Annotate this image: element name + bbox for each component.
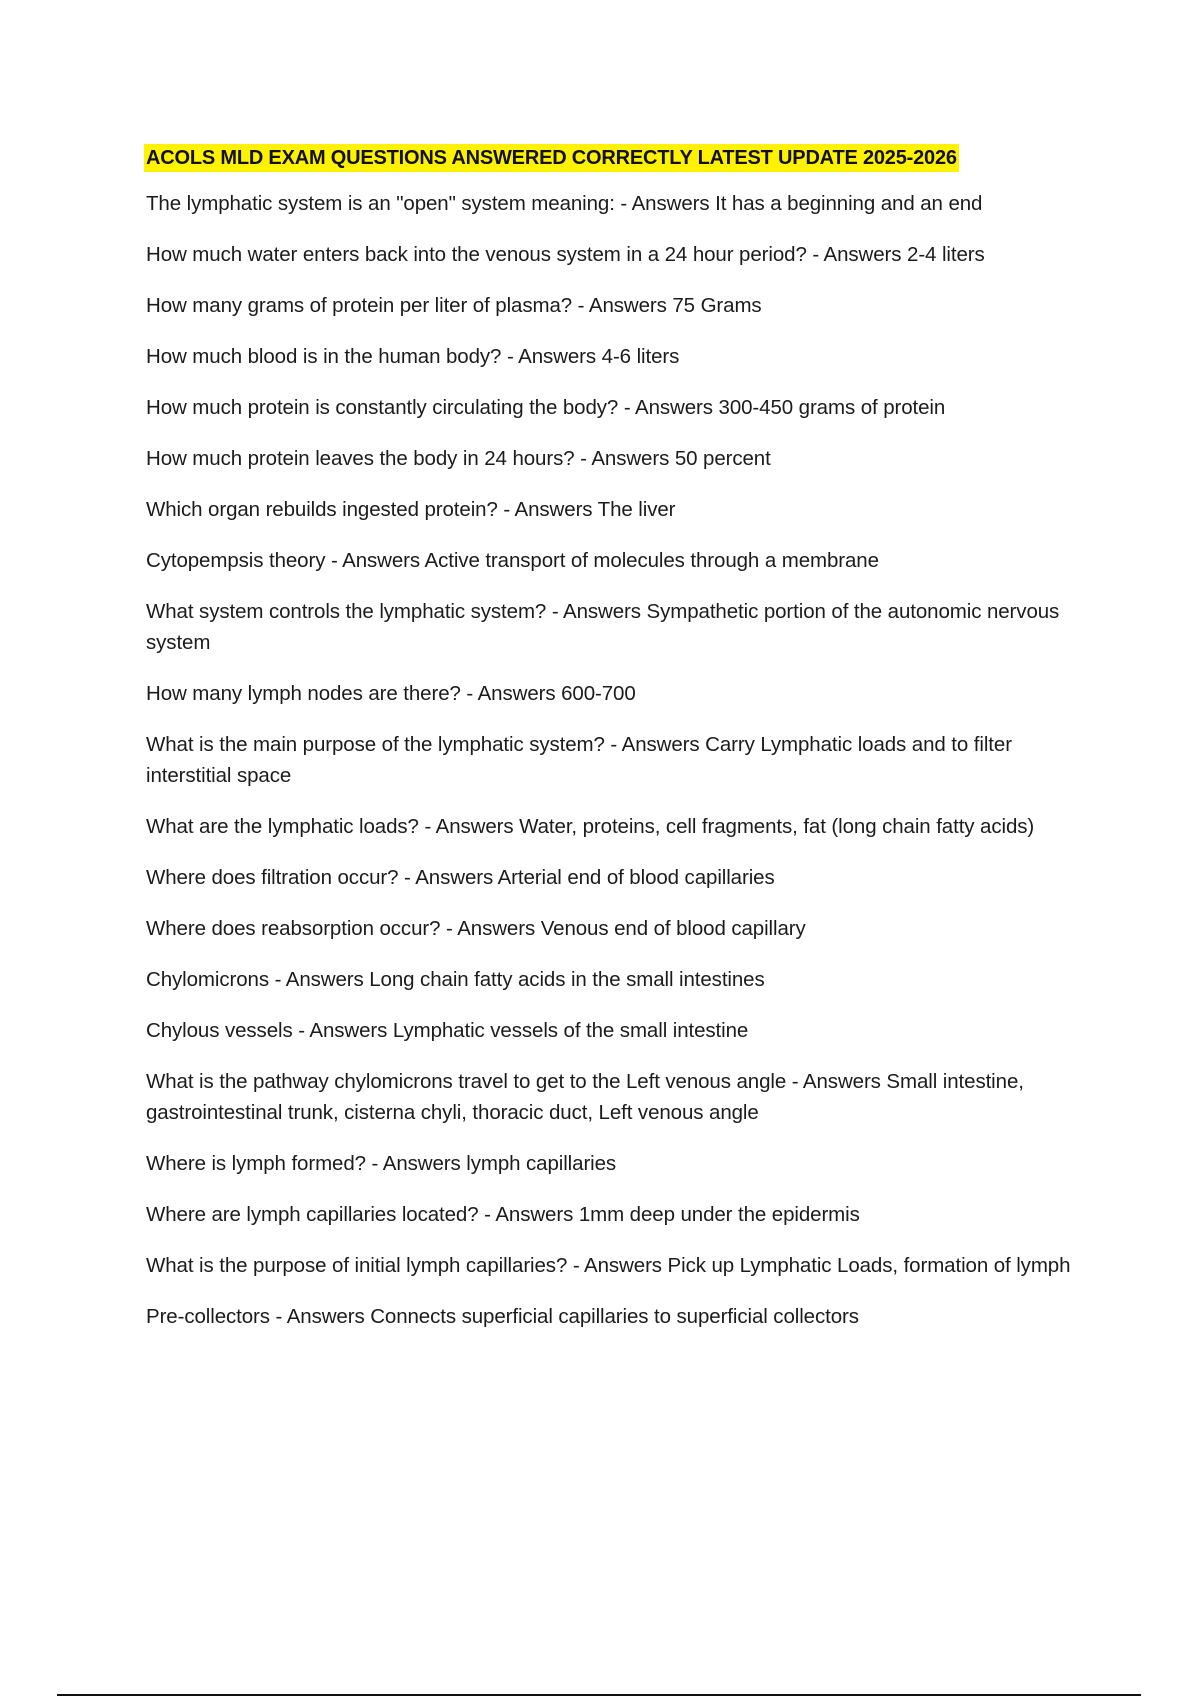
qa-item: How much protein is constantly circulating the body? - Answers 300-450 grams of protein bbox=[146, 396, 946, 419]
qa-item: What is the purpose of initial lymph capillaries? - Answers Pick up Lymphatic Loads, formation of lymph bbox=[146, 1254, 1071, 1277]
document-content bbox=[146, 144, 1086, 1352]
qa-item: What system controls the lymphatic system? - Answers Sympathetic portion of the autonomic nervous system bbox=[146, 600, 1060, 654]
qa-item: How many lymph nodes are there? - Answers 600-700 bbox=[146, 682, 636, 705]
qa-item: How many grams of protein per liter of plasma? - Answers 75 Grams bbox=[146, 294, 762, 317]
qa-item: Where does reabsorption occur? - Answers Venous end of blood capillary bbox=[146, 917, 806, 940]
qa-item: What are the lymphatic loads? - Answers Water, proteins, cell fragments, fat (long chain fatty acids) bbox=[146, 815, 1035, 838]
qa-list bbox=[146, 188, 1086, 1332]
qa-item: How much protein leaves the body in 24 hours? - Answers 50 percent bbox=[146, 447, 771, 470]
qa-item: Pre-collectors - Answers Connects superficial capillaries to superficial collectors bbox=[146, 1305, 859, 1328]
qa-item: What is the main purpose of the lymphatic system? - Answers Carry Lymphatic loads and to filter interstitial space bbox=[146, 733, 1012, 787]
qa-item: Where are lymph capillaries located? - Answers 1mm deep under the epidermis bbox=[146, 1203, 860, 1226]
qa-item: What is the pathway chylomicrons travel to get to the Left venous angle - Answers Small intestine, gastrointestinal trunk, cisterna chyli, thoracic duct, Left venous angle bbox=[146, 1070, 1024, 1124]
qa-item: The lymphatic system is an "open" system meaning: - Answers It has a beginning and an end bbox=[146, 192, 983, 215]
qa-item: How much water enters back into the venous system in a 24 hour period? - Answers 2-4 liters bbox=[146, 243, 985, 266]
qa-item: Cytopempsis theory - Answers Active transport of molecules through a membrane bbox=[146, 549, 879, 572]
qa-item: How much blood is in the human body? - Answers 4-6 liters bbox=[146, 345, 680, 368]
qa-item: Where is lymph formed? - Answers lymph capillaries bbox=[146, 1152, 617, 1175]
footer-divider bbox=[57, 1694, 1141, 1696]
document-title: ACOLS MLD EXAM QUESTIONS ANSWERED CORRECTLY LATEST UPDATE 2025-2026 bbox=[144, 144, 959, 172]
qa-item: Where does filtration occur? - Answers Arterial end of blood capillaries bbox=[146, 866, 775, 889]
qa-item: Which organ rebuilds ingested protein? - Answers The liver bbox=[146, 498, 676, 521]
qa-item: Chylous vessels - Answers Lymphatic vessels of the small intestine bbox=[146, 1019, 749, 1042]
qa-item: Chylomicrons - Answers Long chain fatty acids in the small intestines bbox=[146, 968, 765, 991]
